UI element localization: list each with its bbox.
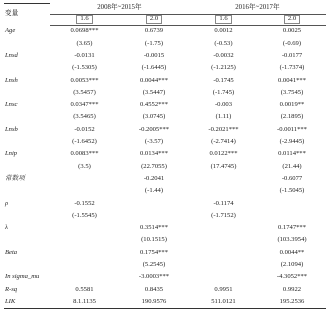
row-label: In sigma_mu <box>5 273 40 281</box>
table-cell <box>50 235 119 247</box>
table-cell: -4.3052*** <box>276 273 308 281</box>
table-cell: 0.0025 <box>282 27 302 35</box>
table-cell: 8.1.1135 <box>50 296 119 309</box>
table-cell: 195.2536 <box>258 296 326 309</box>
table-cell: (3.5) <box>78 162 91 170</box>
row-label: Lnsd <box>5 51 18 59</box>
row-label: R-sq <box>5 285 18 293</box>
table-cell: (-1.6445) <box>141 64 167 72</box>
table-cell: (1.11) <box>215 113 232 121</box>
table-cell: 0.0698*** <box>70 27 99 35</box>
group-header-2: 2016年~2017年 <box>189 4 326 15</box>
table-cell <box>189 259 258 271</box>
table-cell: (103.3954) <box>277 236 307 244</box>
row-label: Age <box>5 27 16 35</box>
table-cell: -0.0032 <box>213 51 234 59</box>
table-cell: 511.0121 <box>189 296 258 309</box>
row-label: Lnsc <box>5 101 18 109</box>
table-cell: 0.1754*** <box>139 248 169 256</box>
table-cell: -0.0131 <box>74 51 95 59</box>
table-cell: (-1.5545) <box>72 211 97 219</box>
table-cell: (22.7055) <box>141 162 167 170</box>
table-cell: (3.5447) <box>142 88 166 96</box>
table-cell: (3.5465) <box>73 113 96 121</box>
table-row <box>4 161 326 173</box>
subheader-cell <box>119 14 189 25</box>
table-row <box>4 185 326 197</box>
table-cell: 0.9922 <box>282 285 302 293</box>
row-label <box>4 62 50 74</box>
table-cell: 0.0053*** <box>70 76 99 84</box>
table-row <box>4 247 326 259</box>
table-row <box>4 173 326 185</box>
table-cell: (-1.745) <box>212 88 235 96</box>
table-row <box>4 62 326 74</box>
table-cell: (-1.44) <box>144 187 164 195</box>
table-cell <box>119 210 189 222</box>
table-cell: 0.0114*** <box>278 150 306 158</box>
table-cell: 0.0347*** <box>70 101 99 109</box>
table-cell: 0.0044*** <box>139 76 169 84</box>
table-cell <box>50 222 119 234</box>
subheader-label: 2.0 <box>284 15 300 24</box>
row-label: ρ <box>5 199 9 207</box>
table-cell: -0.6077 <box>281 174 303 182</box>
table-row <box>4 235 326 247</box>
table-cell <box>189 271 258 283</box>
row-label: 常数项 <box>5 174 25 182</box>
table-row <box>4 271 326 283</box>
table-cell <box>50 173 119 185</box>
table-cell: -0.1745 <box>213 76 234 84</box>
table-row <box>4 50 326 62</box>
table-row <box>4 259 326 271</box>
table-cell: 0.0041*** <box>277 76 307 84</box>
table-cell: 0.6739 <box>144 27 164 35</box>
row-label <box>4 259 50 271</box>
table-cell <box>50 247 119 259</box>
table-cell: (-0.69) <box>282 39 302 47</box>
table-cell: (17.4745) <box>210 162 237 170</box>
table-cell <box>119 198 189 210</box>
table-row <box>4 222 326 234</box>
table-row <box>4 25 326 38</box>
table-cell: -0.1552 <box>74 199 95 207</box>
row-label <box>4 210 50 222</box>
table-cell: (-3.57) <box>144 138 164 146</box>
row-label: λ <box>5 224 8 232</box>
subheader-cell <box>50 14 119 25</box>
table-cell: (-0.53) <box>214 39 233 47</box>
table-cell: (5.2545) <box>142 260 166 268</box>
row-label: Lnsh <box>5 76 18 84</box>
table-cell: 0.5581 <box>75 285 94 293</box>
table-row <box>4 198 326 210</box>
table-cell: -0.2041 <box>143 174 165 182</box>
table-row <box>4 124 326 136</box>
table-cell: (3.5457) <box>73 88 96 96</box>
table-cell: (-1.6452) <box>72 138 97 146</box>
regression-table <box>4 3 326 309</box>
row-label: Lnip <box>5 150 18 158</box>
table-row <box>4 99 326 111</box>
table-cell <box>189 247 258 259</box>
table-row <box>4 38 326 50</box>
table-cell: 0.1747*** <box>277 224 307 232</box>
table-cell: -0.2005*** <box>138 125 170 133</box>
table-cell: 0.0019** <box>279 101 305 109</box>
row-label <box>4 235 50 247</box>
table-cell: (21.44) <box>282 162 302 170</box>
table-body <box>4 25 326 309</box>
corner-label: 变量 <box>4 4 50 26</box>
table-cell: (-1.7374) <box>279 64 305 72</box>
table-cell: 0.0044** <box>279 248 305 256</box>
table-cell <box>50 259 119 271</box>
subheader-label: 1.6 <box>76 15 92 24</box>
row-label: LIK <box>4 296 50 309</box>
table-row <box>4 148 326 160</box>
table-cell: 0.9951 <box>214 285 233 293</box>
table-cell: 0.0012 <box>214 27 233 35</box>
table-cell: (-1.2125) <box>211 64 236 72</box>
table-cell: (2.1094) <box>280 260 304 268</box>
table-cell: (-1.7152) <box>211 211 236 219</box>
table-row <box>4 87 326 99</box>
row-label: Beta <box>5 248 18 256</box>
row-label <box>4 136 50 148</box>
table-cell: (3.0745) <box>142 113 166 121</box>
row-label <box>4 87 50 99</box>
table-cell: 0.4552*** <box>139 101 169 109</box>
table-row <box>4 112 326 124</box>
table-cell: -0.2021*** <box>208 125 239 133</box>
table-cell: 0.0083*** <box>70 150 99 158</box>
table-row <box>4 284 326 296</box>
table-cell <box>189 173 258 185</box>
table-cell: 0.8435 <box>144 285 164 293</box>
table-row <box>4 296 326 309</box>
subheader-label: 1.6 <box>215 15 231 24</box>
table-cell <box>50 185 119 197</box>
table-cell: -0.0177 <box>281 51 303 59</box>
table-cell: -0.003 <box>214 101 233 109</box>
table-cell: (3.7545) <box>280 88 304 96</box>
table-cell: -0.0011*** <box>277 125 307 133</box>
row-label <box>4 185 50 197</box>
table-cell: -0.0015 <box>143 51 165 59</box>
table-cell: 190.9576 <box>119 296 189 309</box>
table-cell: 0.3514*** <box>139 224 169 232</box>
table-cell <box>258 198 326 210</box>
table-cell: -3.0003*** <box>138 273 170 281</box>
row-label <box>4 112 50 124</box>
subheader-cell <box>189 14 258 25</box>
table-cell: -0.1174 <box>213 199 234 207</box>
table-cell: (-1.5045) <box>279 187 305 195</box>
table-cell: (-2.7414) <box>211 138 236 146</box>
table-cell <box>189 222 258 234</box>
table-cell: (3.65) <box>76 39 93 47</box>
row-label: Lnsb <box>5 125 18 133</box>
table-row <box>4 210 326 222</box>
table-cell: 0.0134*** <box>139 150 169 158</box>
table-cell: (10.1515) <box>141 236 167 244</box>
table-cell <box>258 210 326 222</box>
table-cell <box>189 235 258 247</box>
table-cell: (-1.5305) <box>72 64 97 72</box>
subheader-label: 2.0 <box>146 15 162 24</box>
table-cell: (-2.9445) <box>279 138 305 146</box>
table-row <box>4 136 326 148</box>
table-cell: -0.0152 <box>74 125 95 133</box>
group-header-1: 2008年~2015年 <box>50 4 189 15</box>
table-cell: (2.1895) <box>280 113 304 121</box>
row-label <box>4 161 50 173</box>
subheader-cell <box>258 14 326 25</box>
table-cell: (-1.75) <box>144 39 164 47</box>
table-row <box>4 75 326 87</box>
row-label <box>4 38 50 50</box>
table-cell: 0.0122*** <box>209 150 238 158</box>
table-cell <box>50 271 119 283</box>
table-cell <box>189 185 258 197</box>
